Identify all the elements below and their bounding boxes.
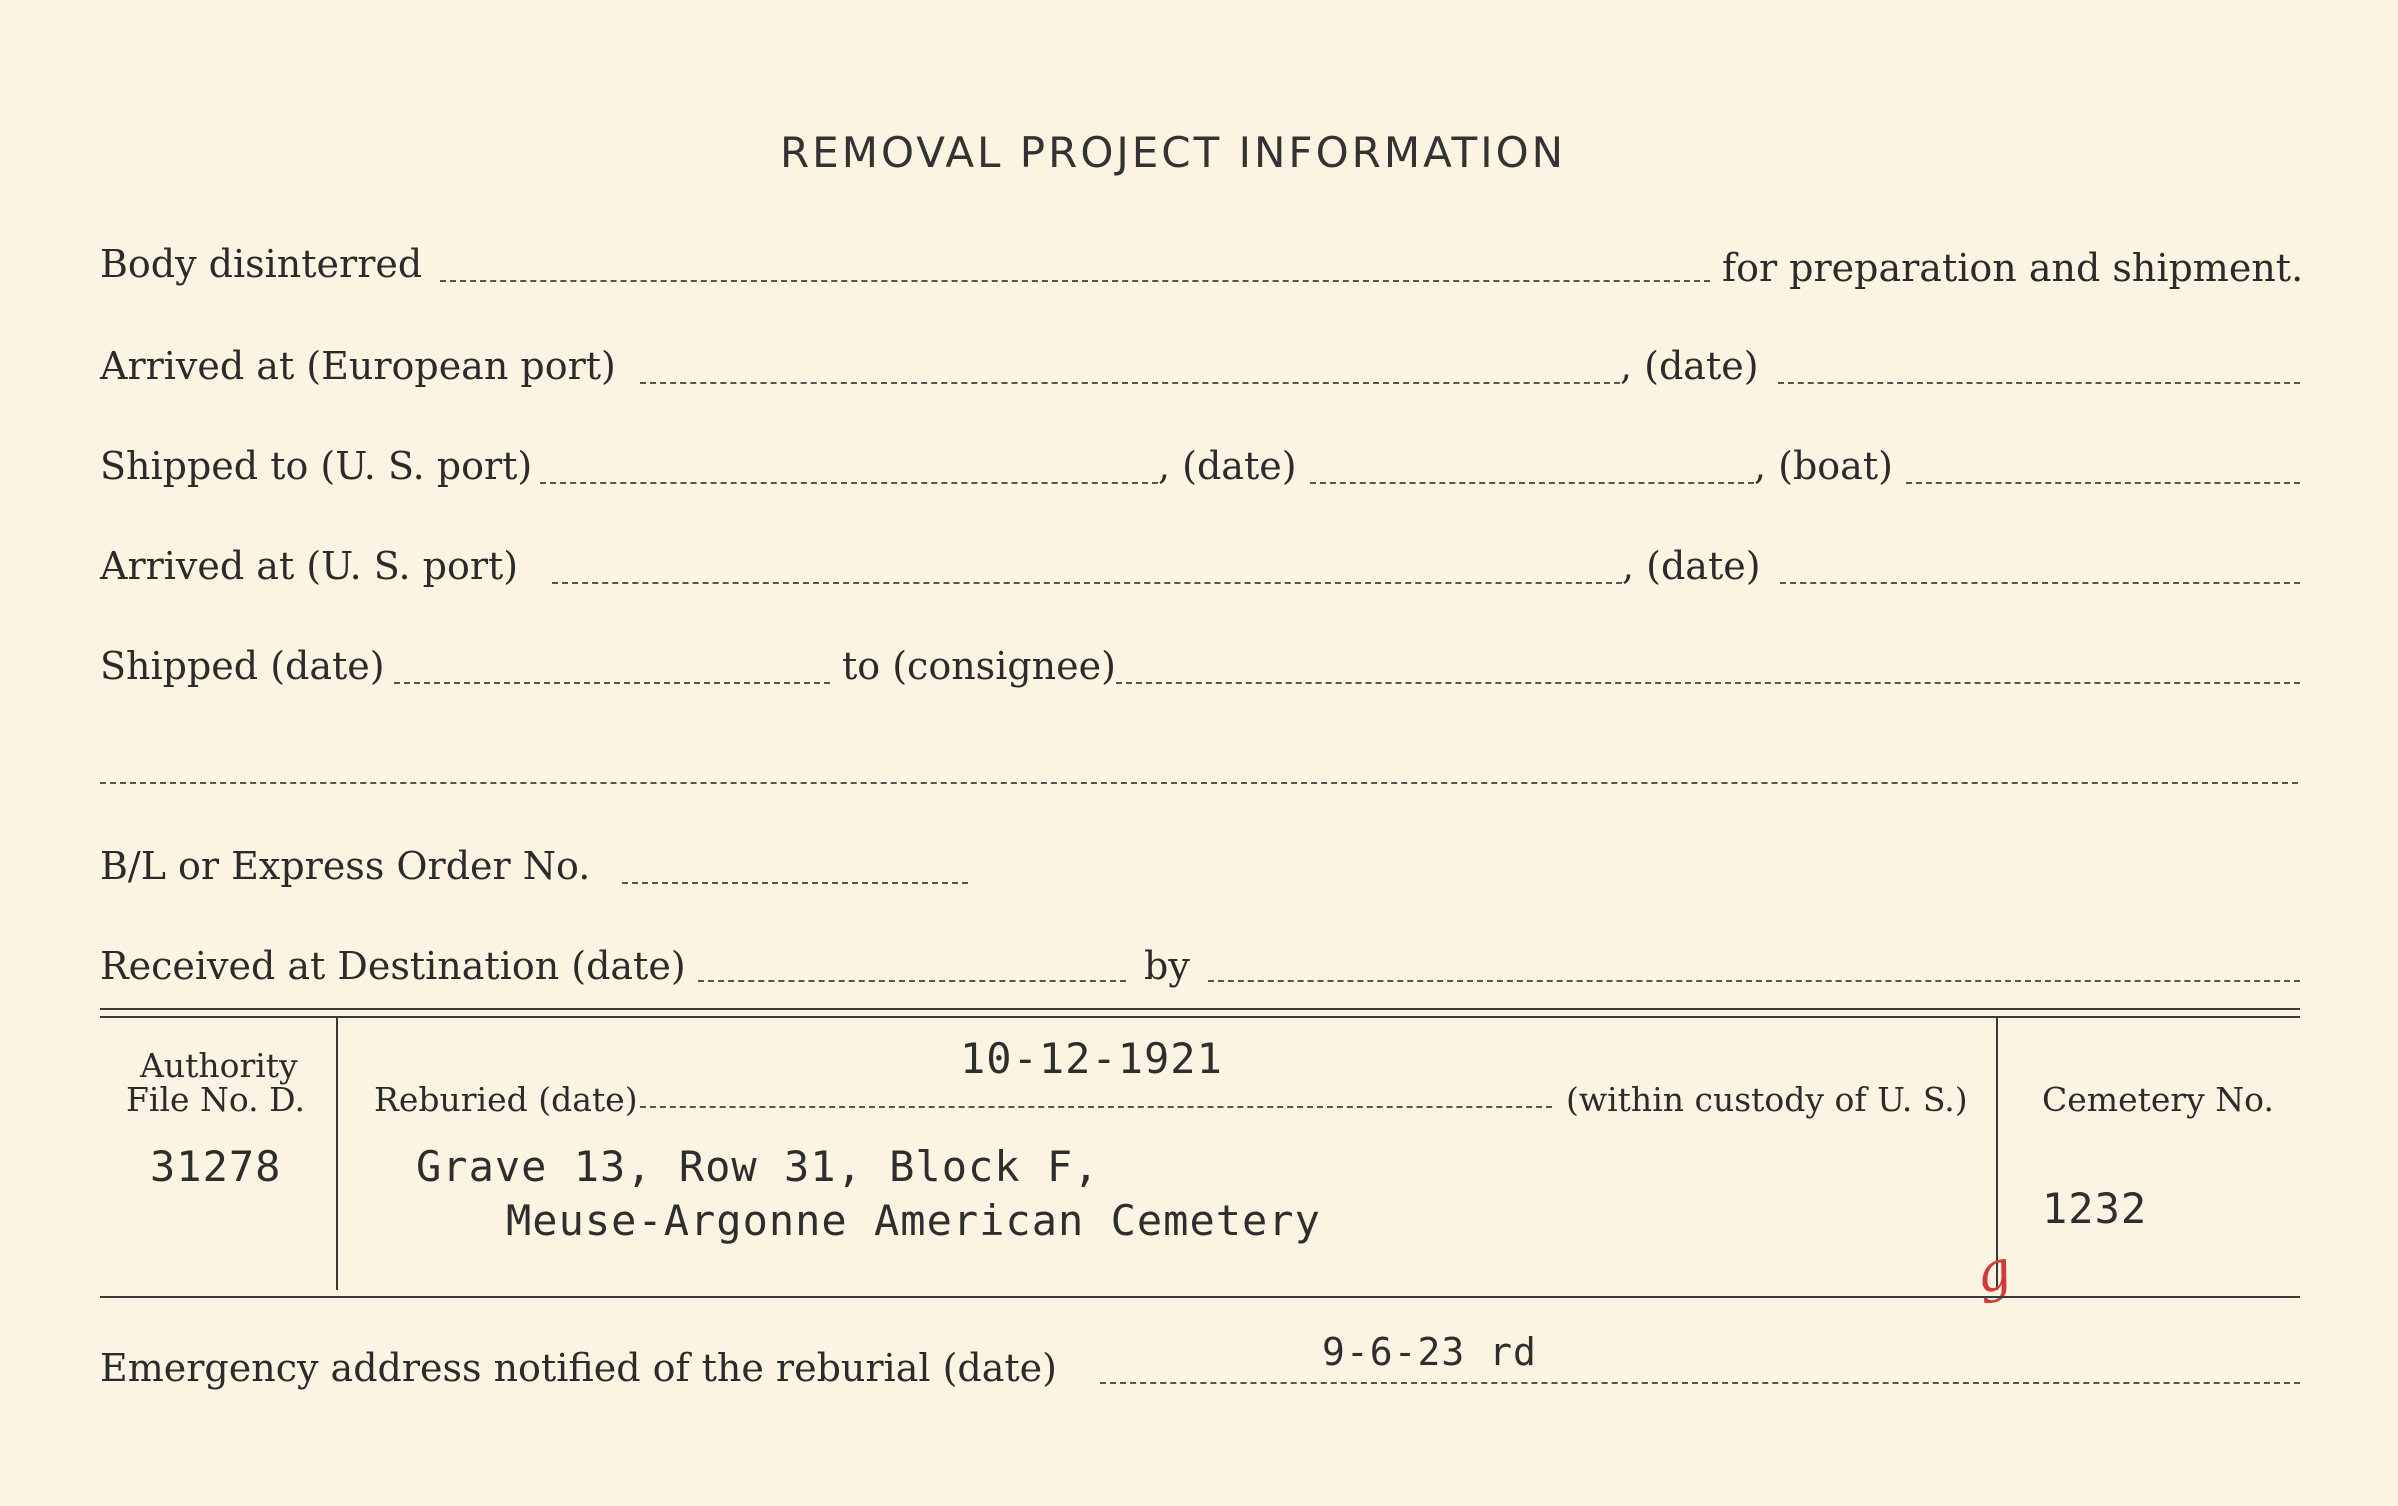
authority-file-number: 31278 xyxy=(150,1142,282,1191)
body-disinterred-line[interactable] xyxy=(440,280,1710,282)
box-top-rule-1 xyxy=(100,1008,2300,1010)
body-disinterred-suffix: for preparation and shipment. xyxy=(1722,246,2304,290)
received-date-line[interactable] xyxy=(698,980,1126,982)
arrived-us-label: Arrived at (U. S. port) xyxy=(100,544,519,588)
cemetery-label: Cemetery No. xyxy=(2042,1080,2274,1119)
box-divider-left xyxy=(336,1018,338,1290)
grave-location-line1: Grave 13, Row 31, Block F, xyxy=(416,1142,1100,1191)
shipped-date-label: Shipped (date) xyxy=(100,644,385,688)
shipped-us-boat-label: , (boat) xyxy=(1754,444,1893,488)
bl-order-line[interactable] xyxy=(622,882,968,884)
consignee-line[interactable] xyxy=(1116,682,2300,684)
consignee-label: to (consignee) xyxy=(842,644,1116,688)
arrived-european-date-label: , (date) xyxy=(1620,344,1759,388)
shipped-date-line[interactable] xyxy=(394,682,830,684)
red-check-mark: g xyxy=(1969,1237,2017,1306)
box-top-rule-2 xyxy=(100,1016,2300,1018)
arrived-us-date-line[interactable] xyxy=(1780,582,2300,584)
authority-label-2: File No. D. xyxy=(126,1080,305,1119)
body-disinterred-label: Body disinterred xyxy=(100,242,423,286)
cemetery-number: 1232 xyxy=(2042,1184,2148,1233)
shipped-us-boat-line[interactable] xyxy=(1906,482,2300,484)
arrived-us-date-label: , (date) xyxy=(1622,544,1761,588)
bl-order-label: B/L or Express Order No. xyxy=(100,844,591,888)
shipped-us-port-line[interactable] xyxy=(540,482,1158,484)
received-label: Received at Destination (date) xyxy=(100,944,686,988)
received-by-label: by xyxy=(1144,944,1190,988)
shipped-us-label: Shipped to (U. S. port) xyxy=(100,444,533,488)
reburied-label: Reburied (date) xyxy=(374,1080,638,1119)
arrived-us-port-line[interactable] xyxy=(552,582,1622,584)
shipped-us-date-line[interactable] xyxy=(1310,482,1754,484)
emergency-date-value: 9-6-23 rd xyxy=(1322,1330,1537,1374)
shipped-us-date-label: , (date) xyxy=(1158,444,1297,488)
reburied-date-line[interactable] xyxy=(640,1106,1552,1108)
authority-label-1: Authority xyxy=(140,1046,298,1085)
reburied-date-value: 10-12-1921 xyxy=(960,1034,1223,1083)
arrived-european-date-line[interactable] xyxy=(1778,382,2300,384)
arrived-european-port-line[interactable] xyxy=(640,382,1620,384)
box-bottom-rule xyxy=(100,1296,2300,1298)
custody-label: (within custody of U. S.) xyxy=(1566,1080,1968,1119)
arrived-european-label: Arrived at (European port) xyxy=(100,344,616,388)
consignee-continuation-line[interactable] xyxy=(100,782,2298,784)
received-by-line[interactable] xyxy=(1208,980,2300,982)
emergency-date-line[interactable] xyxy=(1100,1382,2300,1384)
grave-location-line2: Meuse-Argonne American Cemetery xyxy=(506,1196,1321,1245)
card-title: REMOVAL PROJECT INFORMATION xyxy=(780,128,1567,177)
emergency-label: Emergency address notified of the reburial (date) xyxy=(100,1346,1057,1390)
